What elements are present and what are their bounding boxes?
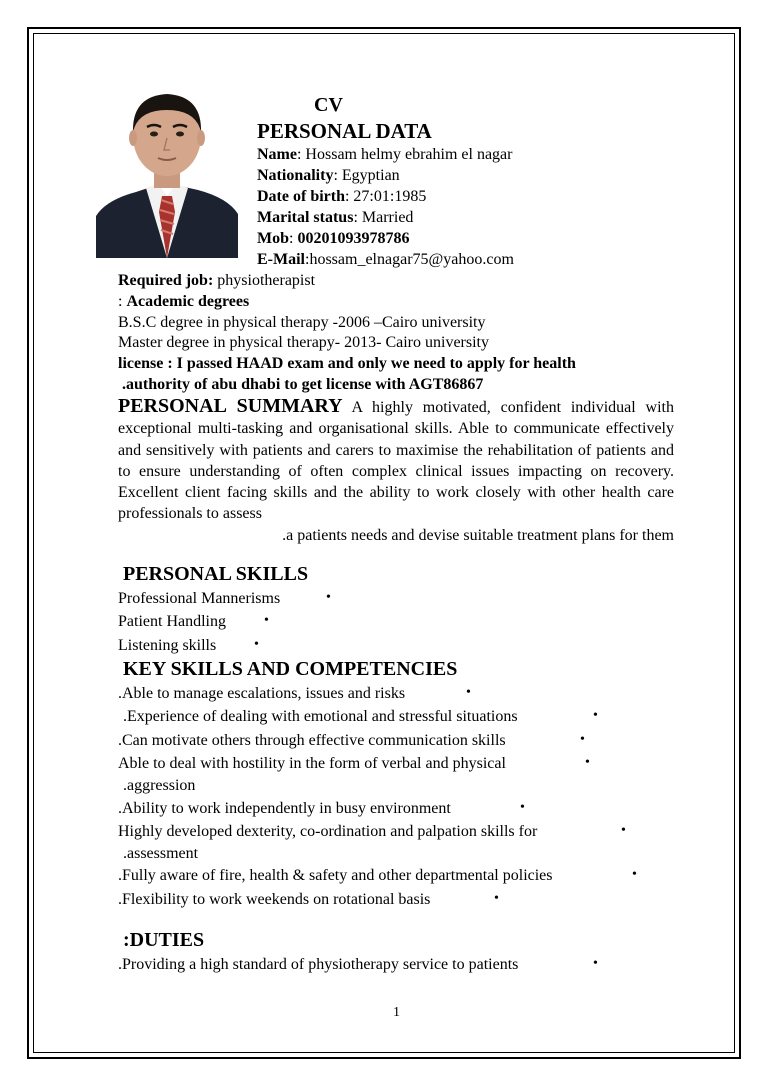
bullet-icon: •	[466, 685, 471, 700]
key-skill-item: Able to deal with hostility in the form of verbal and physical	[118, 755, 506, 772]
summary-last-line: .a patients needs and devise suitable treatment plans for them	[282, 526, 674, 544]
nationality-row	[257, 166, 400, 186]
email-label: E-Mail	[257, 251, 305, 268]
dob-label: Date of birth	[257, 188, 345, 205]
mobile-row	[257, 229, 409, 249]
profile-photo	[96, 88, 238, 258]
name-label: Name	[257, 146, 297, 163]
bullet-icon: •	[264, 613, 269, 628]
degree-master: Master degree in physical therapy- 2013- Cairo university	[118, 334, 489, 351]
bullet-icon: •	[520, 800, 525, 815]
summary-title: PERSONAL SUMMARY	[118, 395, 343, 417]
key-skill-item: .Flexibility to work weekends on rotational basis	[118, 891, 431, 908]
key-skills-heading: KEY SKILLS AND COMPETENCIES	[123, 658, 458, 680]
email-value[interactable]: :hossam_elnagar75@yahoo.com	[305, 251, 514, 268]
required-job-row	[118, 271, 315, 291]
bullet-icon: •	[494, 891, 499, 906]
dob-row	[257, 187, 426, 207]
duties-heading: :DUTIES	[123, 929, 205, 951]
name-row	[257, 145, 512, 165]
key-skill-item: .Ability to work independently in busy environment	[118, 800, 451, 817]
bullet-icon: •	[326, 590, 331, 605]
nationality-label: Nationality	[257, 167, 334, 184]
personal-summary	[118, 396, 674, 546]
marital-value: : Married	[353, 209, 414, 226]
academic-heading	[118, 292, 249, 312]
personal-skills-heading: PERSONAL SKILLS	[123, 563, 309, 585]
marital-label: Marital status	[257, 209, 354, 226]
bullet-icon: •	[580, 732, 585, 747]
key-skill-item: .Can motivate others through effective communication skills	[118, 732, 506, 749]
duty-item: .Providing a high standard of physiotherapy service to patients	[118, 956, 519, 973]
dob-value: : 27:01:1985	[344, 188, 427, 205]
key-skill-item-continued: .aggression	[123, 777, 196, 794]
bullet-icon: •	[585, 755, 590, 770]
degree-bsc: B.S.C degree in physical therapy -2006 –Cairo university	[118, 314, 486, 331]
name-value: : Hossam helmy ebrahim el nagar	[296, 146, 513, 163]
key-skill-item: .Fully aware of fire, health & safety and other departmental policies	[118, 867, 553, 884]
personal-data-heading: PERSONAL DATA	[257, 119, 432, 143]
bullet-icon: •	[593, 708, 598, 723]
key-skill-item: Highly developed dexterity, co-ordination and palpation skills for	[118, 823, 538, 840]
email-row	[257, 250, 514, 270]
mobile-sep: :	[289, 230, 298, 247]
bullet-icon: •	[593, 956, 598, 971]
skill-item: Professional Mannerisms	[118, 590, 281, 607]
key-skill-item-continued: .assessment	[123, 845, 199, 862]
license-line-2: .authority of abu dhabi to get license with AGT86867	[122, 376, 484, 393]
summary-body: A highly motivated, confident individual with exceptional multi-tasking and organisational skills. Able to communicate effectively and sensitively with patients and carers to maximise the rehabilitation of patients and to ensure understanding of often complex clinical issues impacting on recovery. Excellent client facing skills and the ability to work closely with other health care professionals to assess	[118, 399, 675, 523]
nationality-value: : Egyptian	[333, 167, 400, 184]
page-number: 1	[393, 1005, 400, 1020]
academic-prefix: :	[118, 293, 127, 310]
bullet-icon: •	[621, 823, 626, 838]
marital-row	[257, 208, 413, 228]
academic-title: Academic degrees	[126, 293, 250, 310]
skill-item: Patient Handling	[118, 613, 226, 630]
required-job-value: physiotherapist	[213, 272, 316, 289]
bullet-icon: •	[632, 867, 637, 882]
mobile-label: Mob	[257, 230, 289, 247]
key-skill-item: .Able to manage escalations, issues and risks	[118, 685, 406, 702]
bullet-icon: •	[254, 637, 259, 652]
skill-item: Listening skills	[118, 637, 217, 654]
required-job-label: Required job:	[118, 272, 214, 289]
license-line-1: license : I passed HAAD exam and only we need to apply for health	[118, 355, 576, 372]
mobile-value: 00201093978786	[297, 230, 410, 247]
key-skill-item: .Experience of dealing with emotional and stressful situations	[123, 708, 518, 725]
cv-title: CV	[314, 94, 343, 116]
